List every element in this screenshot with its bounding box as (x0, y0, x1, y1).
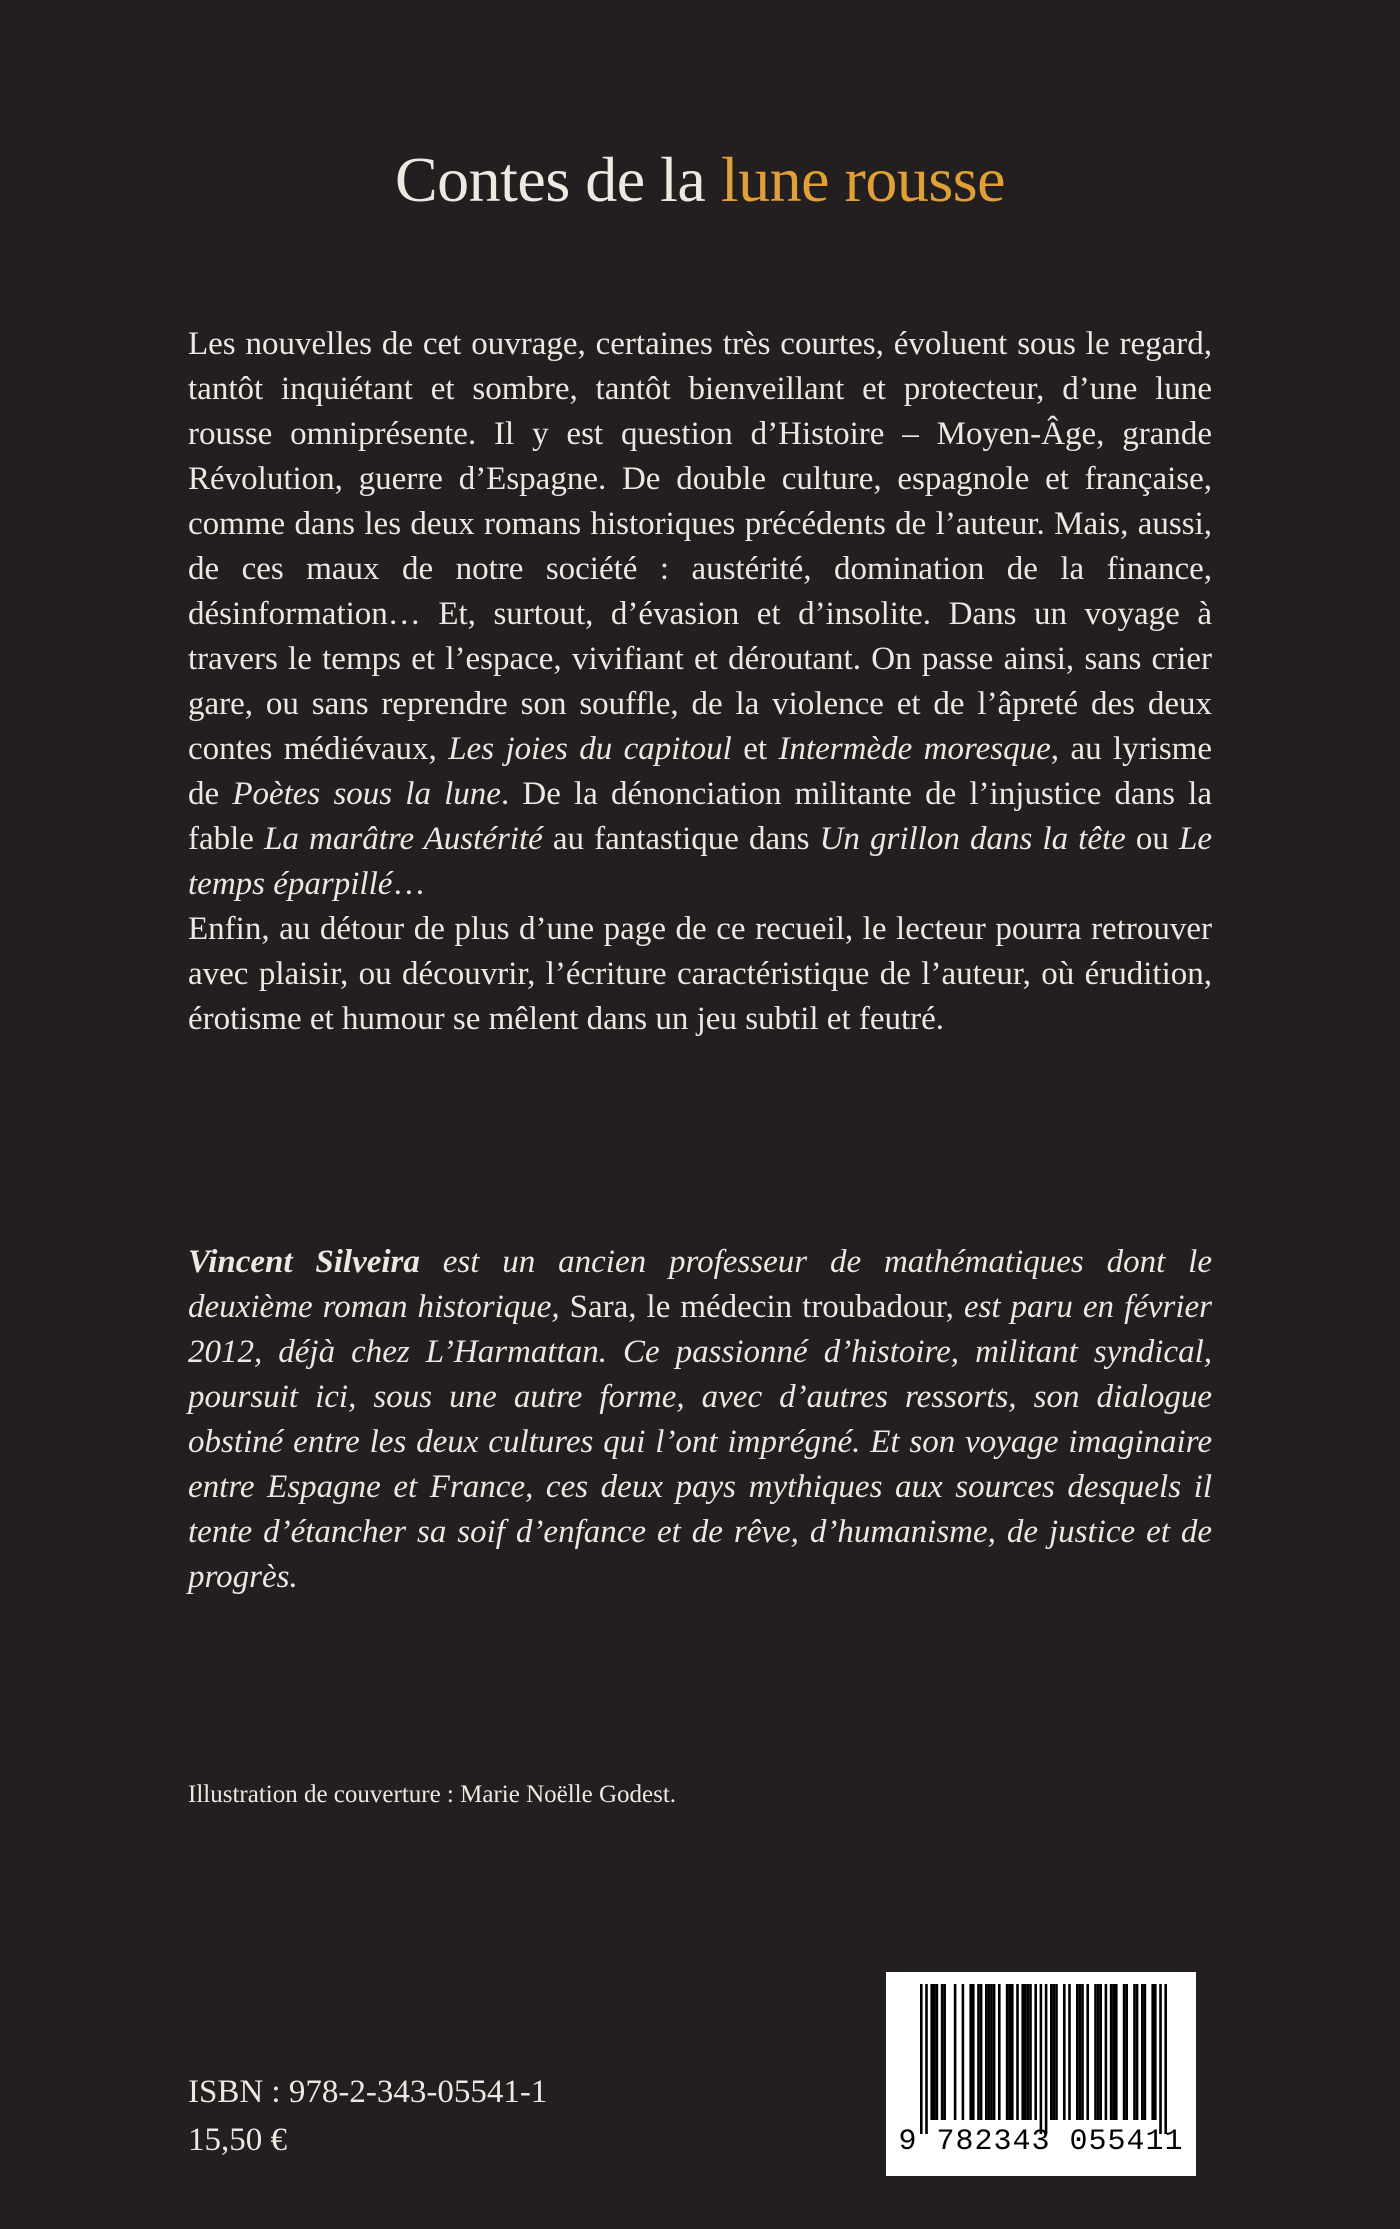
summary-text: ou (1125, 821, 1179, 857)
barcode-bar (1053, 1984, 1056, 2120)
barcode-bar (1133, 1984, 1136, 2120)
barcode-bar (1079, 1984, 1082, 2120)
barcode-bar (1099, 1984, 1102, 2120)
barcode-bar (1115, 1984, 1118, 2120)
summary-text: Les nouvelles de cet ouvrage, certaines très courtes, évoluent sous le regard, tantôt inquiétant et sombre, tantôt bienveillant et protecteur, d’une lune rousse omniprésente. Il y est question d’Histoire – Moyen-Âge, grande Révolution, guerre d’Espagne. De double culture, espagnole et française, comme dans les deux romans historiques précédents de l’auteur. Mais, aussi, de ces maux de notre société : austérité, domination de la finance, désinformation… Et, surtout, d’évasion et d’insolite. Dans un voyage à travers le temps et l’espace, vivifiant et déroutant. On passe ainsi, sans crier gare, ou sans reprendre son souffle, de la violence et de l’âpreté des deux contes médiévaux, (188, 326, 1212, 767)
barcode-bar (998, 1984, 1001, 2120)
story-title: Intermède moresque (778, 731, 1051, 767)
author-name: Vincent Silveira (188, 1244, 420, 1280)
barcode-bar (962, 1984, 965, 2120)
summary-text: . De la dénonciation militante de l’injustice dans la fable (188, 776, 1212, 857)
summary-text: … (392, 866, 426, 902)
barcode (886, 1972, 1196, 2176)
barcode-bar (1112, 1984, 1115, 2120)
barcode-bar (1144, 1984, 1147, 2120)
previous-book-title: Sara, le médecin troubadour, (569, 1289, 954, 1325)
barcode-bar (972, 1984, 975, 2120)
barcode-bar (1024, 1984, 1027, 2120)
barcode-bar (1081, 1984, 1084, 2120)
barcode-bar (1094, 1984, 1097, 2120)
barcode-bar (930, 1984, 933, 2120)
barcode-bar (1086, 1984, 1089, 2120)
barcode-bar (1008, 1984, 1011, 2120)
story-title: Les joies du capitoul (448, 731, 732, 767)
summary-text: au fantastique dans (542, 821, 820, 857)
barcode-bar (920, 1984, 923, 2134)
barcode-bar (933, 1984, 936, 2120)
barcode-bar (1034, 1984, 1037, 2120)
summary-paragraph-1 (188, 322, 1212, 907)
barcode-bar (1055, 1984, 1058, 2120)
story-title: La marâtre Austérité (264, 821, 543, 857)
barcode-bar (1040, 1984, 1043, 2134)
barcode-bar (977, 1984, 980, 2120)
barcode-bar (1097, 1984, 1100, 2120)
barcode-bar (1123, 1984, 1126, 2120)
isbn: ISBN : 978-2-343-05541-1 (188, 2074, 548, 2110)
barcode-bar (1050, 1984, 1053, 2120)
price: 15,50 € (188, 2122, 287, 2158)
barcode-bar (1136, 1984, 1139, 2120)
barcode-bar (1105, 1984, 1108, 2120)
barcode-digits: 9 782343 055411 (898, 2125, 1184, 2159)
title-part-2: lune rousse (720, 144, 1006, 215)
barcode-bar (1029, 1984, 1032, 2120)
barcode-bar (1125, 1984, 1128, 2120)
title-part-1: Contes de la (394, 144, 721, 215)
summary-text: , au lyrisme de (188, 731, 1212, 812)
barcode-bar (1045, 1984, 1048, 2134)
barcode-bar (1076, 1984, 1079, 2120)
barcode-bar (1159, 1984, 1162, 2134)
author-bio-text: est paru en février 2012, déjà chez L’Harmattan. Ce passionné d’histoire, militant syndical, poursuit ici, sous une autre forme, avec d’autres ressorts, son dialogue obstiné entre les deux cultures qui l’ont imprégné. Et son voyage imaginaire entre Espagne et France, ces deux pays mythiques aux sources desquels il tente d’étancher sa soif d’enfance et de rêve, d’humanisme, de justice et de progrès. (188, 1289, 1213, 1595)
barcode-bar (925, 1984, 928, 2134)
barcode-bar (1151, 1984, 1154, 2120)
barcode-bar (1063, 1984, 1066, 2120)
summary-paragraph-2: Enfin, au détour de plus d’une page de ce recueil, le lecteur pourra retrouver avec plaisir, ou découvrir, l’écriture caractéristique de l’auteur, où érudition, érotisme et humour se mêlent dans un jeu subtil et feutré. (188, 911, 1212, 1037)
barcode-bar (1021, 1984, 1024, 2120)
barcode-bar (1164, 1984, 1167, 2134)
barcode-bar (1011, 1984, 1014, 2120)
barcode-bar (1154, 1984, 1157, 2120)
barcode-bar (1027, 1984, 1030, 2120)
barcode-bar (980, 1984, 983, 2120)
barcode-bar (1006, 1984, 1009, 2120)
barcode-bar (943, 1984, 946, 2120)
barcode-bar (990, 1984, 993, 2120)
barcode-bar (993, 1984, 996, 2120)
barcode-bar (985, 1984, 988, 2120)
story-title: Un grillon dans la tête (819, 821, 1126, 857)
barcode-bar (988, 1984, 991, 2120)
story-title: Poètes sous la lune (232, 776, 501, 812)
barcode-bar (954, 1984, 957, 2120)
barcode-bar (936, 1984, 939, 2120)
barcode-bar (1141, 1984, 1144, 2120)
book-summary (188, 322, 1212, 1042)
cover-illustration-credit: Illustration de couverture : Marie Noëlle Godest. (188, 1781, 677, 1808)
barcode-bar (1110, 1984, 1113, 2120)
barcode-bar (941, 1984, 944, 2120)
barcode-bar (1068, 1984, 1071, 2120)
author-bio-text: est un ancien professeur de mathématiques dont le deuxième roman historique, (188, 1244, 1212, 1325)
summary-text: et (731, 731, 779, 767)
story-title: Le temps éparpillé (188, 821, 1212, 902)
author-bio (188, 1240, 1212, 1600)
barcode-bar (1016, 1984, 1019, 2120)
book-title (0, 140, 1400, 220)
barcode-bar (969, 1984, 972, 2120)
